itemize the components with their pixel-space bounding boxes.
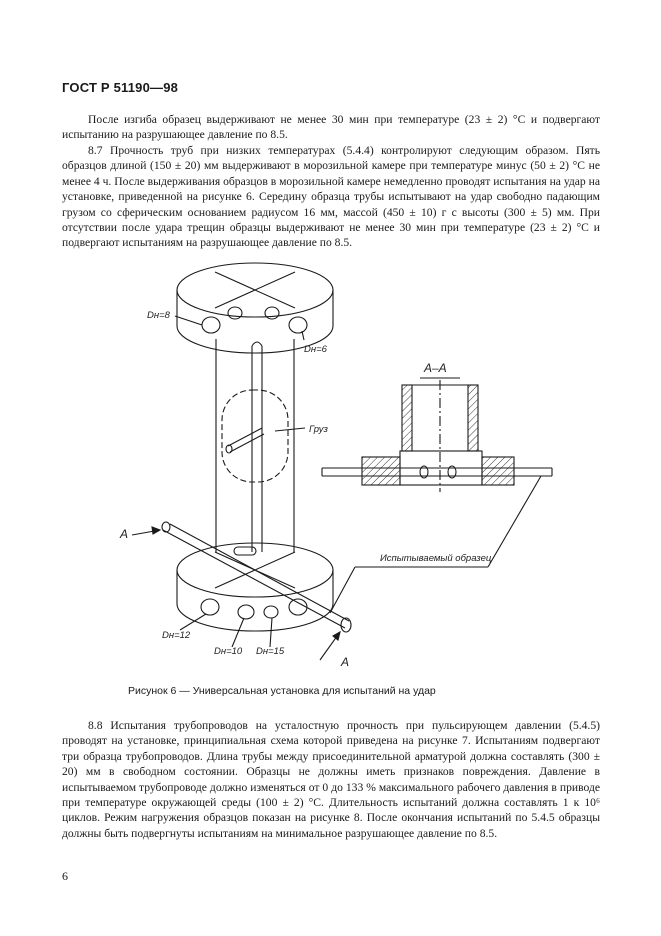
paragraph-bend-test: После изгиба образец выдерживают не менее 30 мин при температуре (23 ± 2) °С и подвергают испытанию на разрушающее давление по 8.5. (62, 113, 600, 142)
label-dn15: Dн=15 (256, 646, 285, 657)
apparatus-drawing (132, 263, 541, 660)
label-arrow-a-left: А (120, 527, 129, 541)
figure-caption: Рисунок 6 — Универсальная установка для испытаний на удар (128, 685, 436, 697)
paragraph-8-7: 8.7 Прочность труб при низких температурах (5.4.4) контролируют следующим образом. Пять образцов длиной (150 ± 20) мм выдерживают в морозильной камере при температуре минус (50 ± 2) °С не менее 4 ч. После выдерживания образцов в морозильной камере немедленно проводят испытания на удар на установке, приведенной на рисунке 6. Середину образца трубы испытывают на удар свободно падающим грузом со сферическим основанием радиусом 16 мм, массой (450 ± 10) г с высоты (300 ± 5) мм. При отсутствии после удара трещин образцы выдерживают не менее 30 мин при температуре (23 ± 2) °С и подвергают испытаниям на разрушающее давление по 8.5. (62, 144, 600, 250)
label-dn8: Dн=8 (147, 310, 170, 321)
label-dn10: Dн=10 (214, 646, 243, 657)
document-header: ГОСТ Р 51190—98 (62, 80, 179, 95)
paragraph-8-8: 8.8 Испытания трубопроводов на усталостную прочность при пульсирующем давлении (5.4.5) проводят на установке, принципиальная схема которой приведена на рисунке 7. Испытаниям подвергают три образца трубопроводов. Длина трубы между присоединительной арматурой должна составлять (300 ± 20) мм в свободном состоянии. Образцы не должны иметь признаков повреждения. Давление в испытываемом трубопроводе должно изменяться от 0 до 133 % максимального рабочего давления в приводе при температуре окружающей среды (100 ± 2) °С. Длительность испытаний должна составлять 1 к 10⁶ циклов. Режим нагружения образцов показан на рисунке 8. После окончания испытаний по 5.4.5 образцы должны быть подвергнуты испытаниям на минимальное разрушающее давление по 8.5. (62, 719, 600, 840)
label-test-sample: Испытываемый образец (380, 553, 492, 564)
label-weight: Груз (309, 424, 328, 435)
label-section-a-a: А–А (424, 361, 447, 375)
label-dn6: Dн=6 (304, 344, 327, 355)
page-number: 6 (62, 869, 68, 883)
label-dn12: Dн=12 (162, 630, 191, 641)
section-a-a-drawing (322, 378, 552, 492)
label-arrow-a-right: А (341, 655, 350, 669)
